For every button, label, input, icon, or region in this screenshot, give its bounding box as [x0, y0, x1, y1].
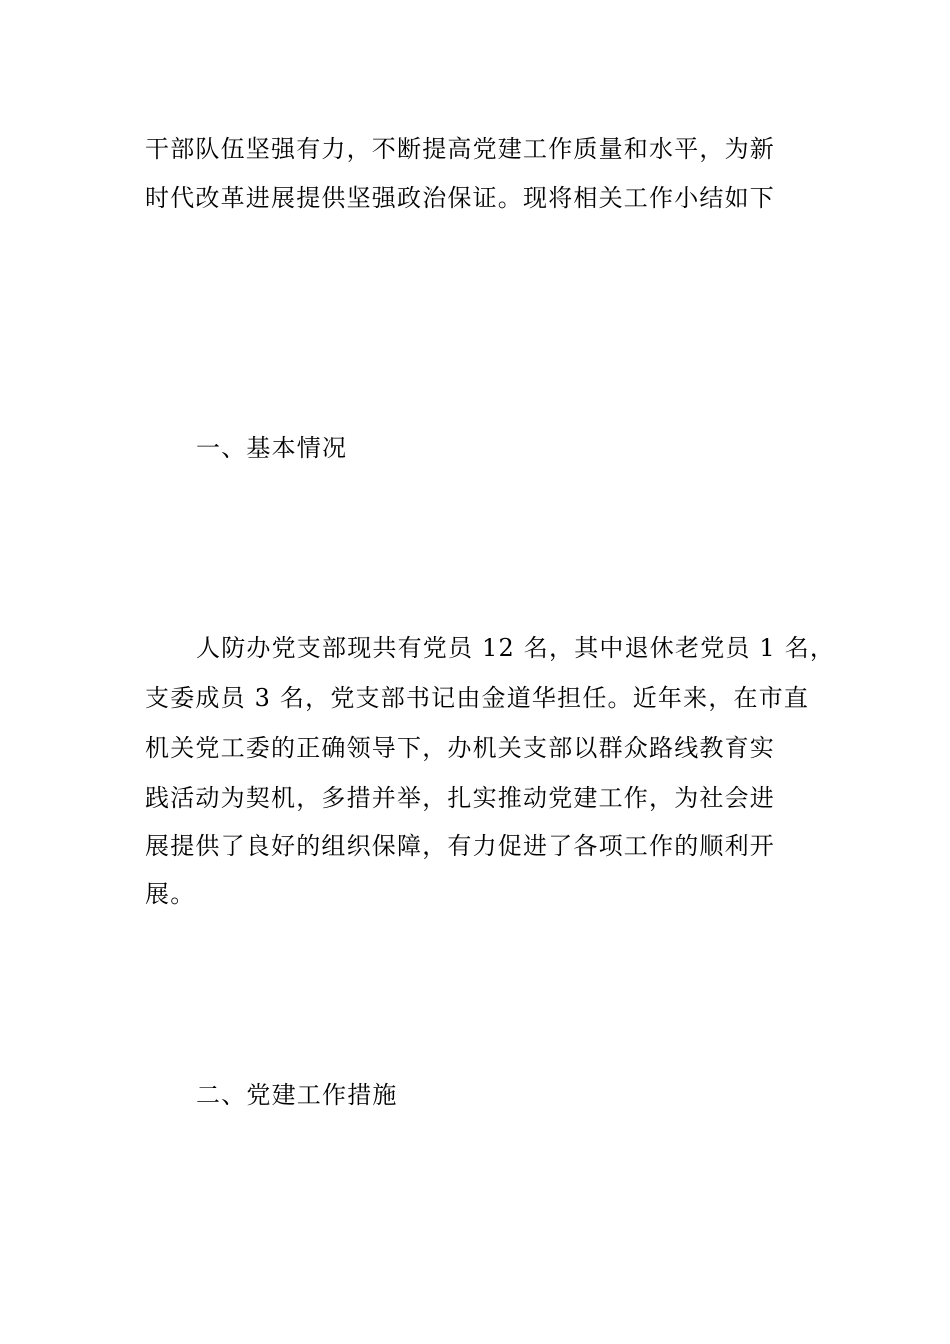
- paragraph-line-5: 展提供了良好的组织保障，有力促进了各项工作的顺利开: [145, 832, 775, 860]
- intro-line-2: 时代改革进展提供坚强政治保证。现将相关工作小结如下: [145, 184, 775, 212]
- section-heading-party-building-measures: 二、党建工作措施: [196, 1081, 398, 1109]
- section-heading-basic-situation: 一、基本情况: [196, 434, 348, 462]
- paragraph-line-4: 践活动为契机，多措并举，扎实推动党建工作，为社会进: [145, 784, 775, 812]
- paragraph-line-2: 支委成员 3 名，党支部书记由金道华担任。近年来，在市直: [145, 684, 810, 712]
- paragraph-line-6: 展。: [145, 880, 196, 908]
- paragraph-line-3: 机关党工委的正确领导下，办机关支部以群众路线教育实: [145, 734, 775, 762]
- intro-line-1: 干部队伍坚强有力，不断提高党建工作质量和水平，为新: [145, 135, 775, 163]
- paragraph-line-1: 人防办党支部现共有党员 12 名，其中退休老党员 1 名，: [196, 634, 836, 662]
